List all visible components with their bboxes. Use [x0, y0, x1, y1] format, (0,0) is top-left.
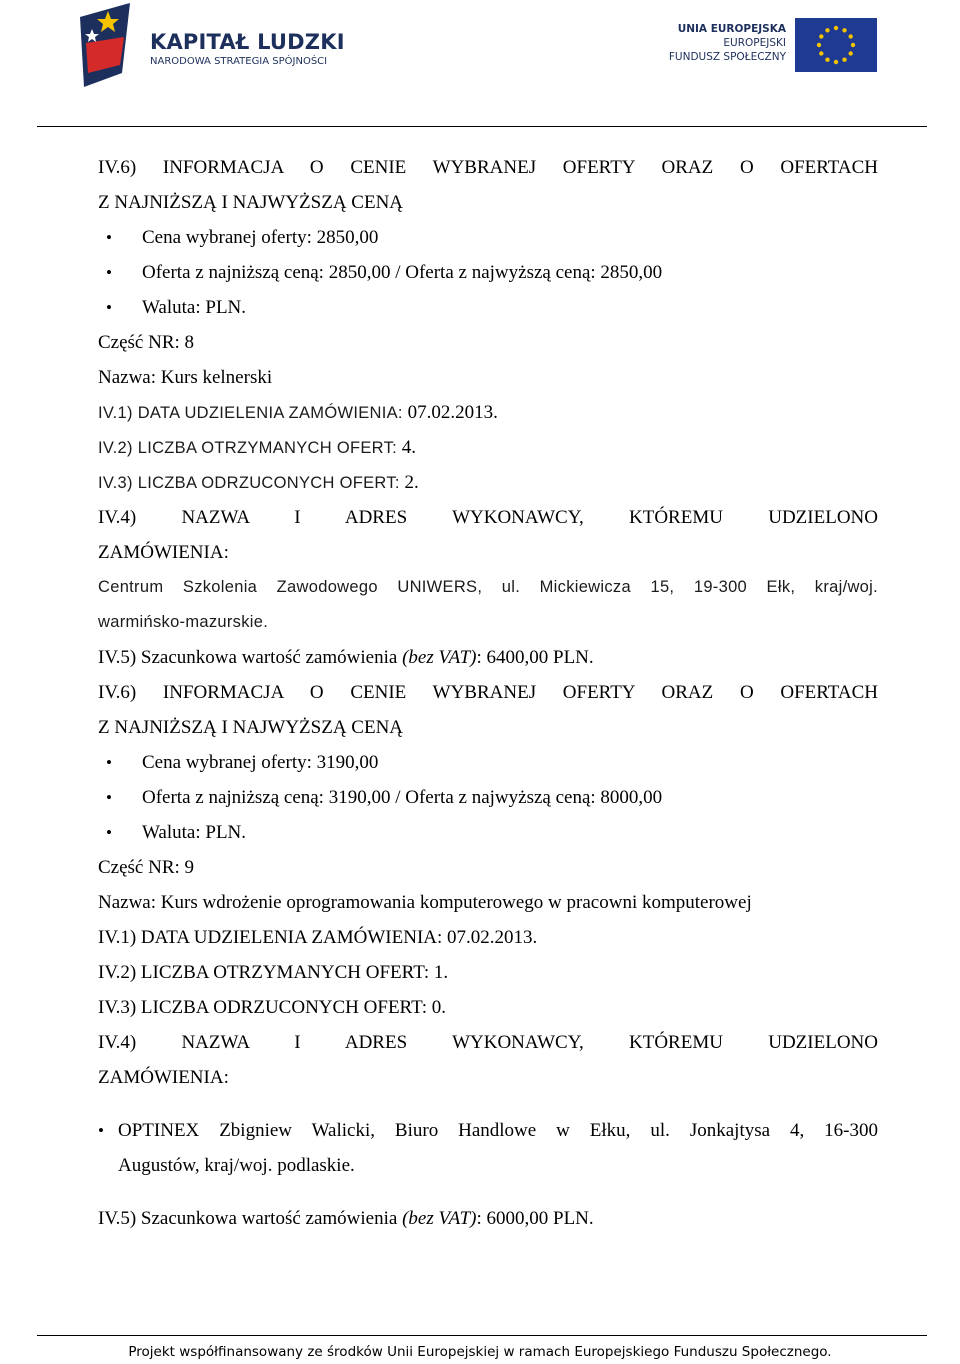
section-iv1: IV.1) DATA UDZIELENIA ZAMÓWIENIA: 07.02.2013. [98, 927, 538, 948]
section-heading-iv6: IV.6) INFORMACJA O CENIE WYBRANEJ OFERTY ORAZ O OFERTACH [98, 682, 878, 703]
list-item-waluta: • Waluta: PLN. [98, 815, 878, 850]
section-heading-iv4: IV.4) NAZWA I ADRES WYKONAWCY, KTÓREMU UDZIELONO [98, 1032, 878, 1053]
logo-title: KAPITAŁ LUDZKI [150, 30, 345, 54]
section-heading-iv6-cont: Z NAJNIŻSZĄ I NAJWYŻSZĄ CENĄ [98, 717, 404, 738]
eu-line-1: UNIA EUROPEJSKA [677, 23, 786, 35]
list-item-oferty: • Oferta z najniższą ceną: 3190,00 / Oferta z najwyższą ceną: 8000,00 [98, 780, 878, 815]
list-item-cena: • Cena wybranej oferty: 2850,00 [98, 220, 878, 255]
page-footer: Projekt współfinansowany ze środków Unii Europejskiej w ramach Europejskiego Funduszu Społecznego. [128, 1344, 832, 1360]
section-heading-iv6-cont: Z NAJNIŻSZĄ I NAJWYŻSZĄ CENĄ [98, 192, 404, 213]
nazwa: Nazwa: Kurs wdrożenie oprogramowania komputerowego w pracowni komputerowej [98, 892, 752, 913]
section-iv3: IV.3) LICZBA ODRZUCONYCH OFERT: 2. [98, 472, 419, 493]
spacer [98, 1183, 878, 1201]
list-item-oferty: • Oferta z najniższą ceną: 2850,00 / Oferta z najwyższą ceną: 2850,00 [98, 255, 878, 290]
document-body [98, 150, 878, 1236]
section-iv2: IV.2) LICZBA OTRZYMANYCH OFERT: 1. [98, 962, 449, 983]
contractor-address: • OPTINEX Zbigniew Walicki, Biuro Handlowe w Ełku, ul. Jonkajtysa 4, 16-300 [118, 1113, 878, 1148]
eu-line-2: EUROPEJSKI [723, 37, 786, 49]
header-divider [37, 126, 927, 127]
czesc-nr: Część NR: 8 [98, 332, 195, 353]
section-heading-iv4-cont: ZAMÓWIENIA: [98, 1067, 229, 1088]
nazwa: Nazwa: Kurs kelnerski [98, 367, 273, 388]
spacer [98, 1095, 878, 1113]
czesc-nr: Część NR: 9 [98, 857, 195, 878]
page-header [0, 0, 960, 130]
contractor-address: Centrum Szkolenia Zawodowego UNIWERS, ul. Mickiewicza 15, 19-300 Ełk, kraj/woj. [98, 578, 878, 596]
section-iv3: IV.3) LICZBA ODRZUCONYCH OFERT: 0. [98, 997, 447, 1018]
contractor-address-cont: warmińsko-mazurskie. [98, 613, 269, 631]
list-item-waluta: • Waluta: PLN. [98, 290, 878, 325]
eu-line-3: FUNDUSZ SPOŁECZNY [668, 51, 786, 63]
section-heading-iv4-cont: ZAMÓWIENIA: [98, 542, 229, 563]
contractor-address-cont: Augustów, kraj/woj. podlaskie. [118, 1155, 355, 1176]
eu-flag-icon [795, 18, 877, 72]
section-iv5: IV.5) Szacunkowa wartość zamówienia (bez VAT): 6000,00 PLN. [98, 1208, 594, 1229]
section-iv1: IV.1) DATA UDZIELENIA ZAMÓWIENIA: 07.02.2013. [98, 402, 498, 423]
section-iv2: IV.2) LICZBA OTRZYMANYCH OFERT: 4. [98, 437, 417, 458]
list-item-cena: • Cena wybranej oferty: 3190,00 [98, 745, 878, 780]
logo-subtitle: NARODOWA STRATEGIA SPÓJNOŚCI [150, 56, 328, 67]
section-heading-iv4: IV.4) NAZWA I ADRES WYKONAWCY, KTÓREMU UDZIELONO [98, 507, 878, 528]
footer-divider [37, 1335, 927, 1336]
section-iv5: IV.5) Szacunkowa wartość zamówienia (bez VAT): 6400,00 PLN. [98, 647, 594, 668]
eu-logo-text [669, 22, 786, 64]
section-heading-iv6: IV.6) INFORMACJA O CENIE WYBRANEJ OFERTY ORAZ O OFERTACH [98, 157, 878, 178]
